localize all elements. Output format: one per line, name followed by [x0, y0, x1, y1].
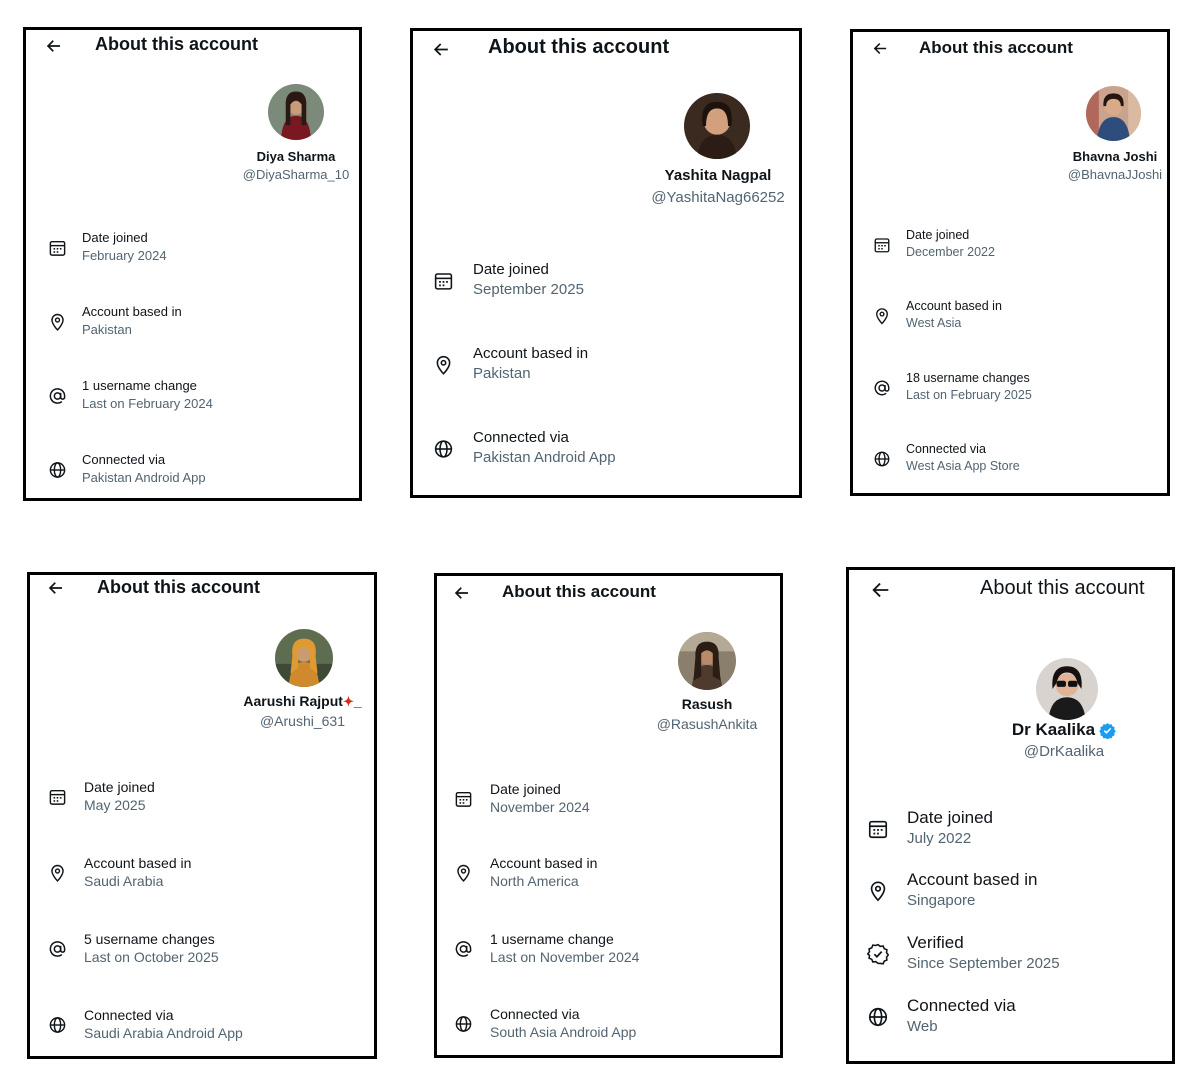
- username-handle: @BhavnaJJoshi: [1067, 167, 1163, 182]
- avatar[interactable]: [268, 84, 324, 140]
- row-label: Account based in: [906, 299, 1002, 313]
- info-row-account-based-in: [867, 870, 1167, 912]
- display-name: Bhavna Joshi: [1072, 149, 1158, 164]
- calendar-icon: [433, 271, 454, 292]
- at-sign-icon: [873, 379, 891, 397]
- row-value: North America: [490, 873, 579, 889]
- username-handle: @RasushAnkita: [656, 716, 758, 732]
- row-value: West Asia App Store: [906, 459, 1020, 473]
- maple-leaf-icon: ✦: [342, 694, 354, 709]
- row-value: Pakistan Android App: [473, 449, 616, 466]
- back-arrow-icon[interactable]: [870, 579, 892, 601]
- at-sign-icon: [48, 387, 67, 406]
- info-row-account-based-in: [48, 855, 368, 891]
- location-pin-icon: [48, 313, 67, 332]
- page-title: About this account: [980, 577, 1145, 599]
- row-label: Connected via: [84, 1007, 174, 1023]
- row-value: December 2022: [906, 245, 995, 259]
- display-name-text: Aarushi Rajput: [243, 693, 343, 709]
- row-label: Date joined: [84, 779, 155, 795]
- row-value: July 2022: [907, 830, 972, 847]
- row-value: Last on February 2024: [82, 396, 213, 411]
- row-label: Date joined: [473, 261, 549, 278]
- row-value: Last on February 2025: [906, 388, 1032, 402]
- info-row-username-changes: [48, 378, 348, 414]
- row-value: Pakistan: [82, 322, 132, 337]
- display-name: Diya Sharma: [256, 149, 336, 164]
- page-title: About this account: [95, 34, 258, 54]
- row-value: Pakistan Android App: [82, 470, 206, 485]
- account-card-bhavna-joshi: [850, 29, 1170, 496]
- calendar-icon: [48, 239, 67, 258]
- calendar-icon: [867, 818, 889, 840]
- display-name: Rasush: [681, 696, 733, 712]
- row-value: South Asia Android App: [490, 1024, 637, 1040]
- row-label: Account based in: [84, 855, 192, 871]
- row-value: November 2024: [490, 799, 590, 815]
- at-sign-icon: [48, 940, 67, 959]
- row-label: Date joined: [490, 781, 561, 797]
- account-card-dr-kaalika: [846, 567, 1175, 1064]
- back-arrow-icon[interactable]: [47, 579, 65, 597]
- row-value: West Asia: [906, 316, 962, 330]
- display-name: Yashita Nagpal: [664, 167, 772, 184]
- globe-icon: [454, 1015, 473, 1034]
- page-title: About this account: [97, 577, 260, 597]
- row-label: Connected via: [906, 442, 986, 456]
- info-row-connected-via: [433, 429, 783, 469]
- info-row-verified: [867, 933, 1167, 975]
- username-handle: @DiyaSharma_10: [242, 167, 350, 182]
- account-card-rasush: [434, 573, 783, 1058]
- row-label: Connected via: [473, 429, 569, 446]
- row-label: Date joined: [82, 230, 148, 245]
- row-value: Last on October 2025: [84, 949, 219, 965]
- globe-icon: [873, 450, 891, 468]
- row-value: Since September 2025: [907, 955, 1060, 972]
- page-title: About this account: [919, 38, 1073, 57]
- username-handle: @DrKaalika: [1023, 743, 1105, 760]
- page-title: About this account: [488, 36, 670, 58]
- account-card-diya-sharma: [23, 27, 362, 501]
- info-row-account-based-in: [48, 304, 348, 340]
- info-row-username-changes: [48, 931, 368, 967]
- row-label: Account based in: [907, 870, 1038, 889]
- info-row-account-based-in: [454, 855, 774, 891]
- row-label: 1 username change: [490, 931, 614, 947]
- location-pin-icon: [48, 864, 67, 883]
- row-value: Web: [907, 1018, 938, 1035]
- info-row-username-changes: [454, 931, 774, 967]
- row-label: Account based in: [473, 345, 589, 362]
- row-value: Last on November 2024: [490, 949, 640, 965]
- row-label: 5 username changes: [84, 931, 215, 947]
- row-label: Account based in: [490, 855, 598, 871]
- row-label: Date joined: [907, 808, 994, 827]
- display-name: [230, 693, 375, 710]
- info-row-date-joined: [873, 228, 1163, 262]
- info-row-date-joined: [454, 781, 774, 817]
- avatar[interactable]: [1086, 86, 1141, 141]
- calendar-icon: [873, 236, 891, 254]
- row-value: Singapore: [907, 892, 976, 909]
- location-pin-icon: [873, 307, 891, 325]
- row-label: Verified: [907, 933, 964, 952]
- row-label: Account based in: [82, 304, 182, 319]
- avatar[interactable]: [684, 93, 750, 159]
- info-row-connected-via: [867, 996, 1167, 1038]
- info-row-connected-via: [454, 1006, 774, 1042]
- location-pin-icon: [867, 880, 889, 902]
- location-pin-icon: [454, 864, 473, 883]
- username-handle: @YashitaNag66252: [651, 189, 785, 206]
- location-pin-icon: [433, 355, 454, 376]
- account-card-yashita-nagpal: [410, 28, 802, 498]
- info-row-date-joined: [48, 230, 348, 266]
- back-arrow-icon[interactable]: [432, 40, 451, 59]
- row-value: May 2025: [84, 797, 146, 813]
- verified-badge-icon: [1099, 722, 1116, 739]
- row-label: 1 username change: [82, 378, 197, 393]
- globe-icon: [867, 1006, 889, 1028]
- info-row-account-based-in: [873, 299, 1163, 333]
- row-label: Date joined: [906, 228, 970, 242]
- avatar[interactable]: [678, 632, 736, 690]
- row-label: Connected via: [82, 452, 166, 467]
- avatar[interactable]: [1036, 658, 1098, 720]
- avatar[interactable]: [275, 629, 333, 687]
- info-row-connected-via: [48, 1007, 368, 1043]
- row-label: 18 username changes: [906, 371, 1030, 385]
- at-sign-icon: [454, 940, 473, 959]
- row-value: Pakistan: [473, 365, 531, 382]
- display-name-text: Dr Kaalika: [1011, 720, 1096, 739]
- info-row-account-based-in: [433, 345, 783, 385]
- row-label: Connected via: [490, 1006, 580, 1022]
- verified-check-icon: [867, 943, 889, 965]
- info-row-date-joined: [867, 808, 1167, 850]
- row-value: February 2024: [82, 248, 167, 263]
- row-value: Saudi Arabia: [84, 873, 164, 889]
- page-title: About this account: [502, 582, 656, 601]
- back-arrow-icon[interactable]: [872, 40, 889, 57]
- calendar-icon: [454, 790, 473, 809]
- globe-icon: [48, 1016, 67, 1035]
- row-label: Connected via: [907, 996, 1016, 1015]
- back-arrow-icon[interactable]: [45, 37, 63, 55]
- row-value: Saudi Arabia Android App: [84, 1025, 243, 1041]
- info-row-date-joined: [433, 261, 783, 301]
- back-arrow-icon[interactable]: [453, 584, 471, 602]
- globe-icon: [433, 439, 454, 460]
- username-handle: @Arushi_631: [259, 713, 346, 729]
- info-row-username-changes: [873, 371, 1163, 405]
- account-card-aarushi-rajput: [27, 572, 377, 1059]
- display-name-suffix: _: [353, 693, 362, 709]
- globe-icon: [48, 461, 67, 480]
- info-row-date-joined: [48, 779, 368, 815]
- row-value: September 2025: [473, 281, 584, 298]
- calendar-icon: [48, 788, 67, 807]
- info-row-connected-via: [48, 452, 348, 488]
- info-row-connected-via: [873, 442, 1163, 476]
- display-name: [969, 720, 1159, 740]
